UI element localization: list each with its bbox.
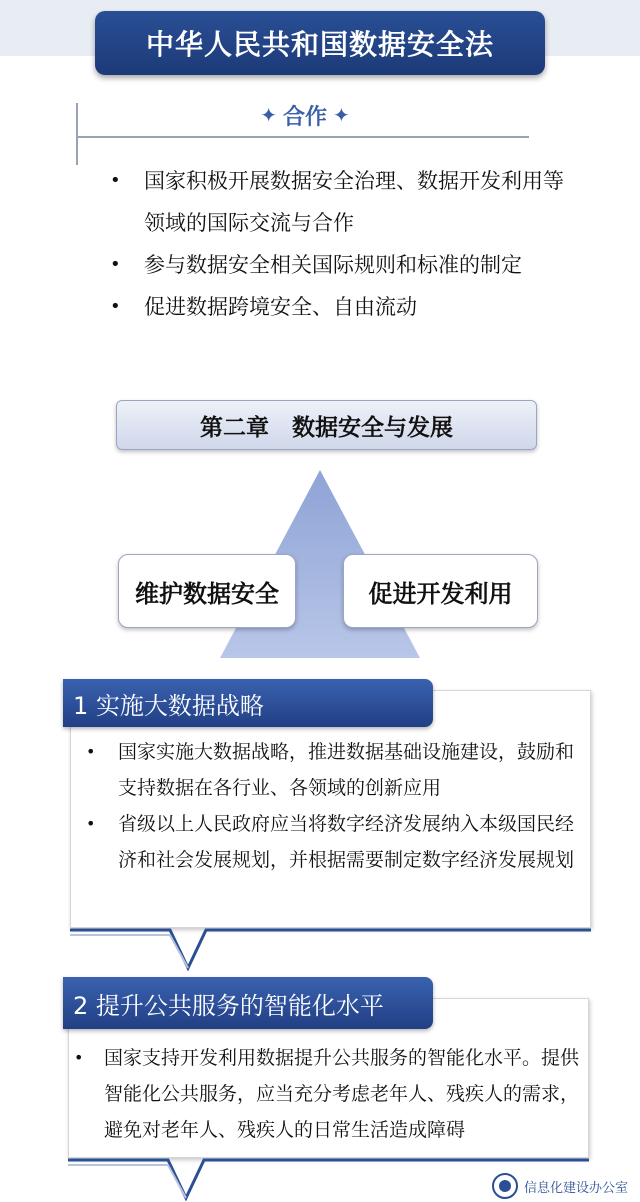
list-item — [108, 244, 568, 286]
list-item — [108, 286, 568, 328]
emblem-icon — [492, 1173, 518, 1199]
bullet-icon: • — [74, 1048, 84, 1067]
section-2-heading: 2 提升公共服务的智能化水平 — [63, 977, 433, 1029]
cooperation-list — [108, 160, 568, 328]
star-icon: ✦ — [333, 103, 350, 127]
cooperation-heading — [230, 98, 380, 132]
list-item-text: 促进数据跨境安全、自由流动 — [144, 295, 417, 319]
footer-logo-text: 信息化建设办公室 — [524, 1180, 629, 1196]
protect-data-security-box: 维护数据安全 — [118, 554, 296, 628]
bullet-icon: • — [110, 296, 121, 317]
list-item — [86, 734, 586, 806]
chapter-title: 第二章 数据安全与发展 — [116, 400, 537, 450]
cooperation-divider-horizontal — [77, 136, 529, 138]
promote-development-box: 促进开发利用 — [343, 554, 538, 628]
section-connector-arrow — [70, 926, 591, 972]
cooperation-divider-vertical — [76, 103, 78, 165]
list-item-text: 参与数据安全相关国际规则和标准的制定 — [144, 253, 522, 277]
bullet-icon: • — [110, 254, 121, 275]
cooperation-heading-label: 合作 — [282, 104, 327, 130]
star-icon: ✦ — [260, 103, 277, 127]
bullet-icon: • — [86, 814, 96, 833]
list-item — [72, 1040, 588, 1148]
list-item-text: 国家支持开发利用数据提升公共服务的智能化水平。提供智能化公共服务，应当充分考虑老年人、残疾人的需求，避免对老年人、残疾人的日常生活造成障碍 — [104, 1047, 580, 1141]
section-2-list — [72, 1040, 588, 1148]
footer-logo — [492, 1170, 640, 1202]
page-title: 中华人民共和国数据安全法 — [95, 11, 545, 75]
section-1-heading: 1 实施大数据战略 — [63, 679, 433, 727]
bullet-icon: • — [110, 170, 121, 191]
bullet-icon: • — [86, 742, 96, 761]
section-1-list — [86, 734, 586, 878]
list-item-text: 国家积极开展数据安全治理、数据开发利用等领域的国际交流与合作 — [144, 169, 564, 235]
list-item — [86, 806, 586, 878]
list-item-text: 省级以上人民政府应当将数字经济发展纳入本级国民经济和社会发展规划，并根据需要制定数字经济发展规划 — [118, 813, 575, 871]
list-item-text: 国家实施大数据战略，推进数据基础设施建设，鼓励和支持数据在各行业、各领域的创新应用 — [118, 741, 575, 799]
list-item — [108, 160, 568, 244]
